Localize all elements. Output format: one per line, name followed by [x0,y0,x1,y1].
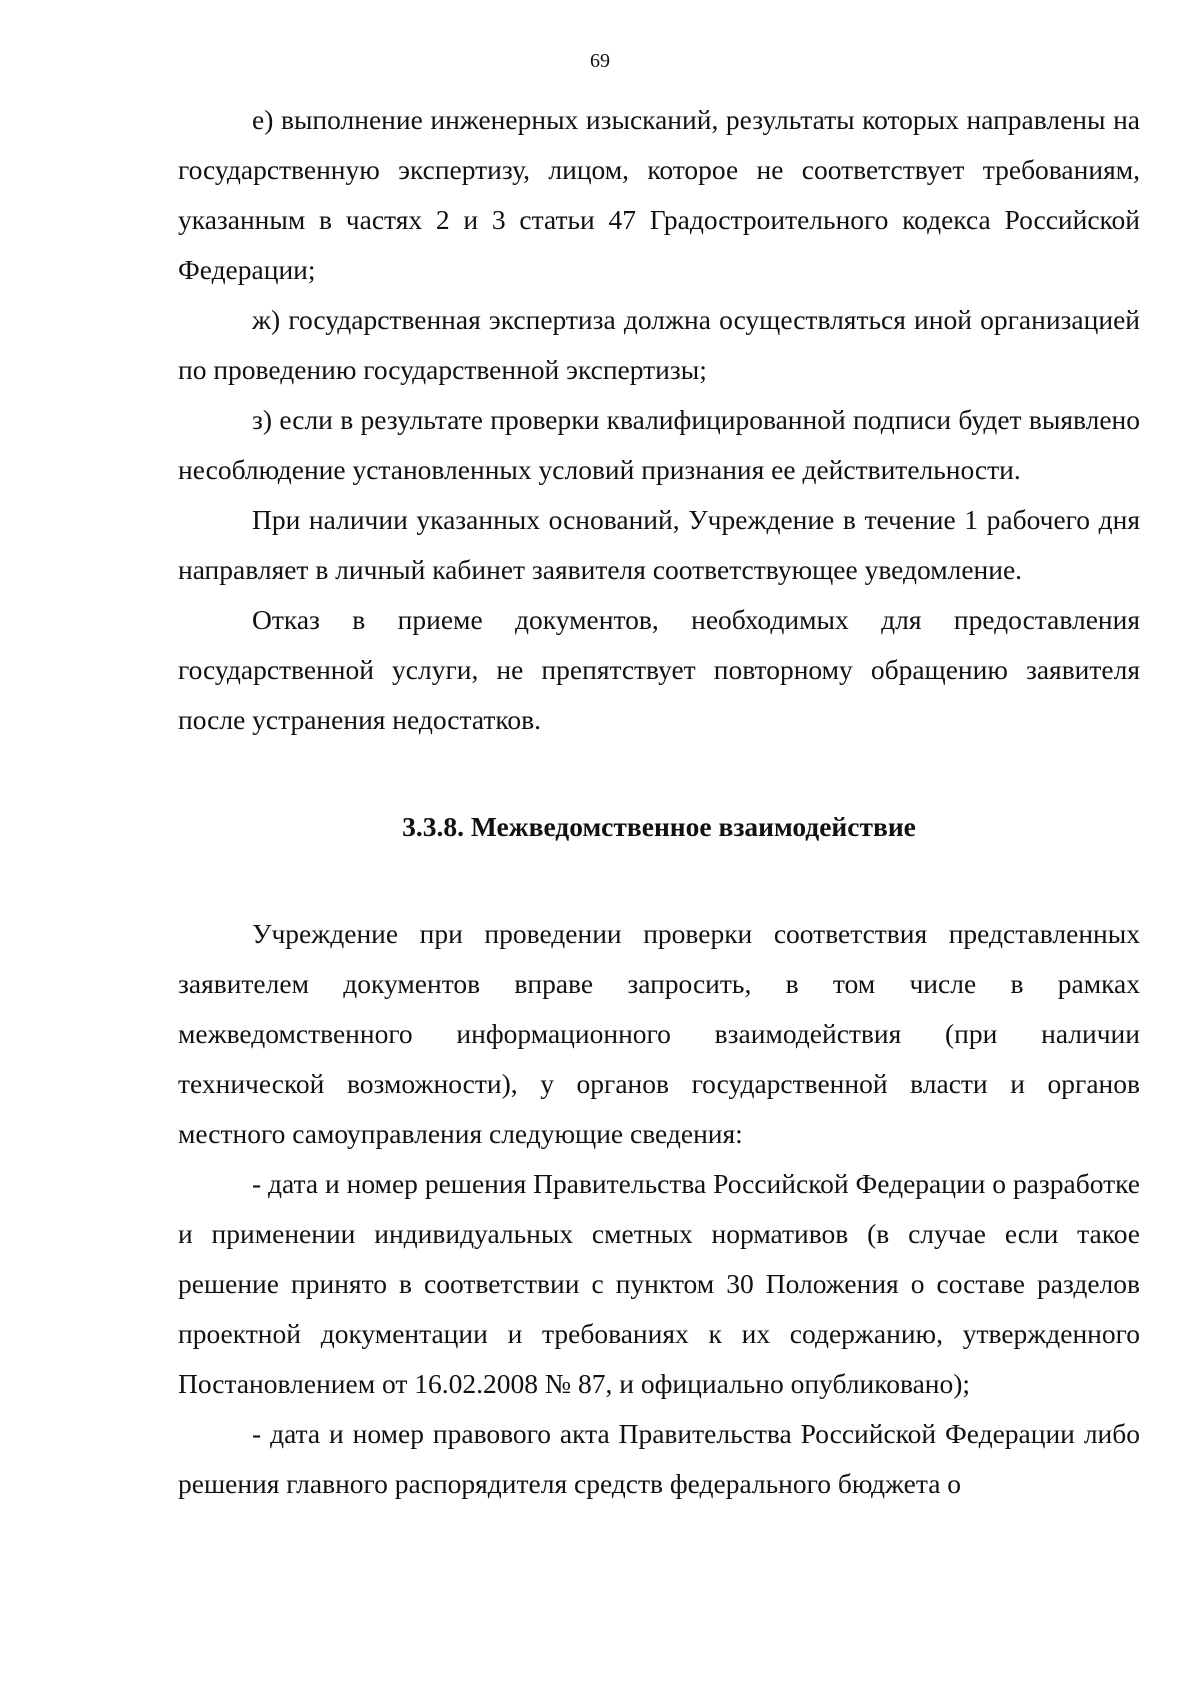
page-number: 69 [590,50,610,72]
paragraph-interagency-request: Учреждение при проведении проверки соответствия представленных заявителем документов вправе запросить, в том числе в рамках межведомственного информационного взаимодействия (при наличии технической возможности), у органов государственной власти и органов местного самоуправления следующие сведения: [178,918,1140,1149]
paragraph-item-zh: ж) государственная экспертиза должна осуществляться иной организацией по проведению государственной экспертизы; [178,304,1140,385]
list-item-government-decision: - дата и номер решения Правительства Российской Федерации о разработке и применении индивидуальных сметных нормативов (в случае если такое решение принято в соответствии с пунктом 30 Положения о составе разделов проектной документации и требованиях к их содержанию, утвержденного Постановлением от 16.02.2008 № 87, и официально опубликовано); [178,1168,1140,1399]
paragraph-grounds-notice: При наличии указанных оснований, Учреждение в течение 1 рабочего дня направляет в личный кабинет заявителя соответствующее уведомление. [178,504,1140,585]
paragraph-refusal: Отказ в приеме документов, необходимых для предоставления государственной услуги, не препятствует повторному обращению заявителя после устранения недостатков. [178,604,1140,735]
paragraph-item-z: з) если в результате проверки квалифицированной подписи будет выявлено несоблюдение установленных условий признания ее действительности. [178,404,1140,485]
paragraph-item-e: е) выполнение инженерных изысканий, результаты которых направлены на государственную экспертизу, лицом, которое не соответствует требованиям, указанным в частях 2 и 3 статьи 47 Градостроительного кодекса Российской Федерации; [178,104,1140,285]
list-item-legal-act: - дата и номер правового акта Правительства Российской Федерации либо решения главного распорядителя средств федерального бюджета о [178,1418,1140,1499]
section-heading: 3.3.8. Межведомственное взаимодействие [402,811,916,842]
document-body [178,95,1140,1509]
